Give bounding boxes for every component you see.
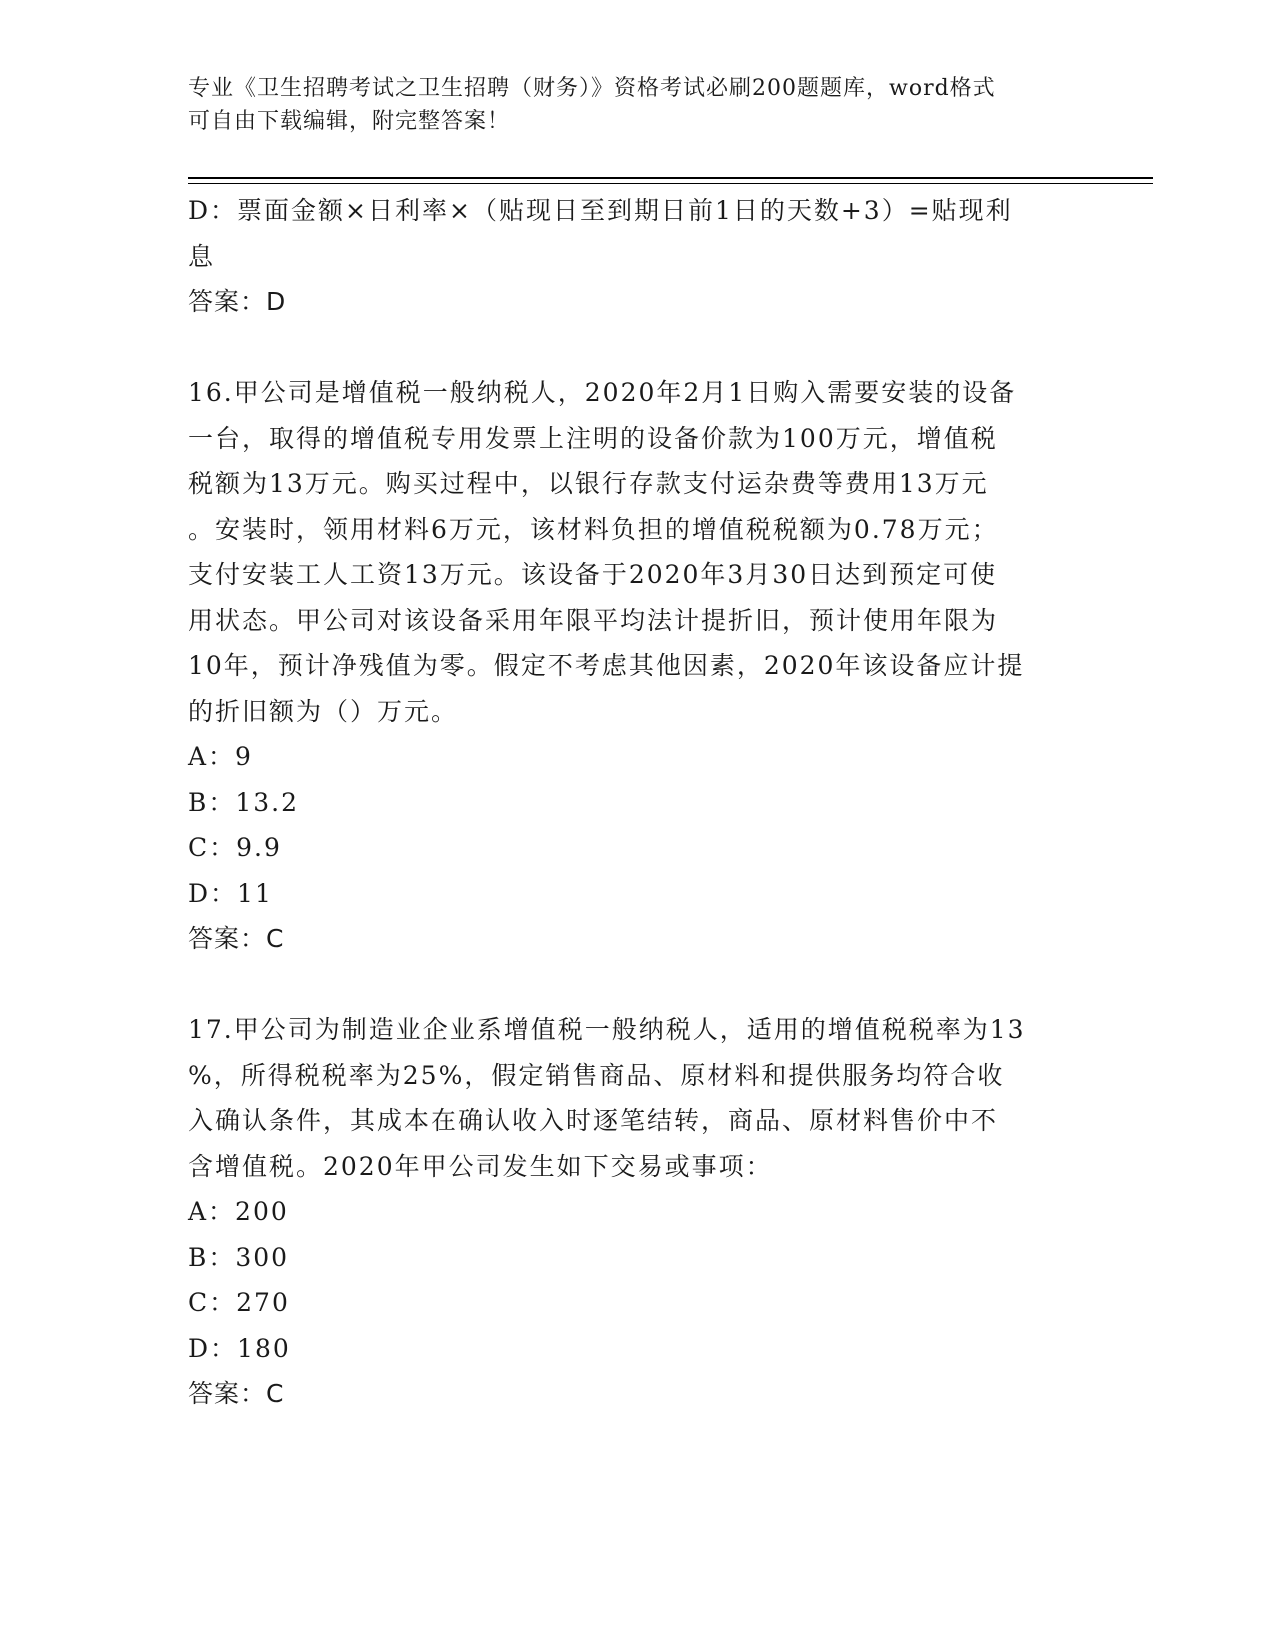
spacer: [188, 325, 1088, 371]
question-text-line: 10年，预计净残值为零。假定不考虑其他因素，2020年该设备应计提: [188, 651, 1025, 680]
document-body: [188, 188, 1088, 1417]
option-c: C：270: [188, 1288, 290, 1317]
question-text-line: 支付安装工人工资13万元。该设备于2020年3月30日达到预定可使: [188, 560, 998, 589]
option-d: D：票面金额×日利率×（贴现日至到期日前1日的天数+3）=贴现利: [188, 196, 1013, 225]
question-text-line: 用状态。甲公司对该设备采用年限平均法计提折旧，预计使用年限为: [188, 605, 999, 635]
document-header: [188, 72, 1068, 138]
option-b: B：300: [188, 1242, 290, 1272]
header-line-2: 可自由下载编辑，附完整答案！: [188, 109, 511, 134]
option-d-continued: 息: [188, 241, 216, 271]
answer: 答案：C: [188, 924, 285, 953]
answer: 答案：D: [188, 287, 287, 316]
question-text-line: 。安装时，领用材料6万元，该材料负担的增值税税额为0.78万元；: [188, 514, 999, 544]
previous-question-tail: [188, 188, 1088, 325]
question-text-line: 一台，取得的增值税专用发票上注明的设备价款为100万元，增值税: [188, 423, 998, 453]
option-b: B：13.2: [188, 787, 300, 817]
question-text-line: 16.甲公司是增值税一般纳税人，2020年2月1日购入需要安装的设备: [188, 378, 1017, 407]
option-d: D：180: [188, 1333, 291, 1363]
answer: 答案：C: [188, 1379, 285, 1408]
question-17: [188, 1007, 1088, 1417]
spacer: [188, 962, 1088, 1008]
option-a: A：9: [188, 742, 253, 771]
header-divider-thick: [188, 177, 1153, 179]
question-16: [188, 370, 1088, 962]
option-c: C：9.9: [188, 833, 282, 862]
header-divider-thin: [188, 183, 1153, 184]
question-text-line: 17.甲公司为制造业企业系增值税一般纳税人，适用的增值税税率为13: [188, 1015, 1026, 1044]
option-d: D：11: [188, 878, 273, 908]
question-text-line: 的折旧额为（）万元。: [188, 696, 459, 726]
question-text-line: 税额为13万元。购买过程中，以银行存款支付运杂费等费用13万元: [188, 469, 989, 498]
header-line-1: 专业《卫生招聘考试之卫生招聘（财务）》资格考试必刷200题题库，word格式: [188, 76, 996, 101]
question-text-line: 含增值税。2020年甲公司发生如下交易或事项：: [188, 1151, 773, 1181]
option-a: A：200: [188, 1197, 289, 1226]
question-text-line: %，所得税税率为25%，假定销售商品、原材料和提供服务均符合收: [188, 1060, 1005, 1090]
question-text-line: 入确认条件，其成本在确认收入时逐笔结转，商品、原材料售价中不: [188, 1106, 999, 1135]
